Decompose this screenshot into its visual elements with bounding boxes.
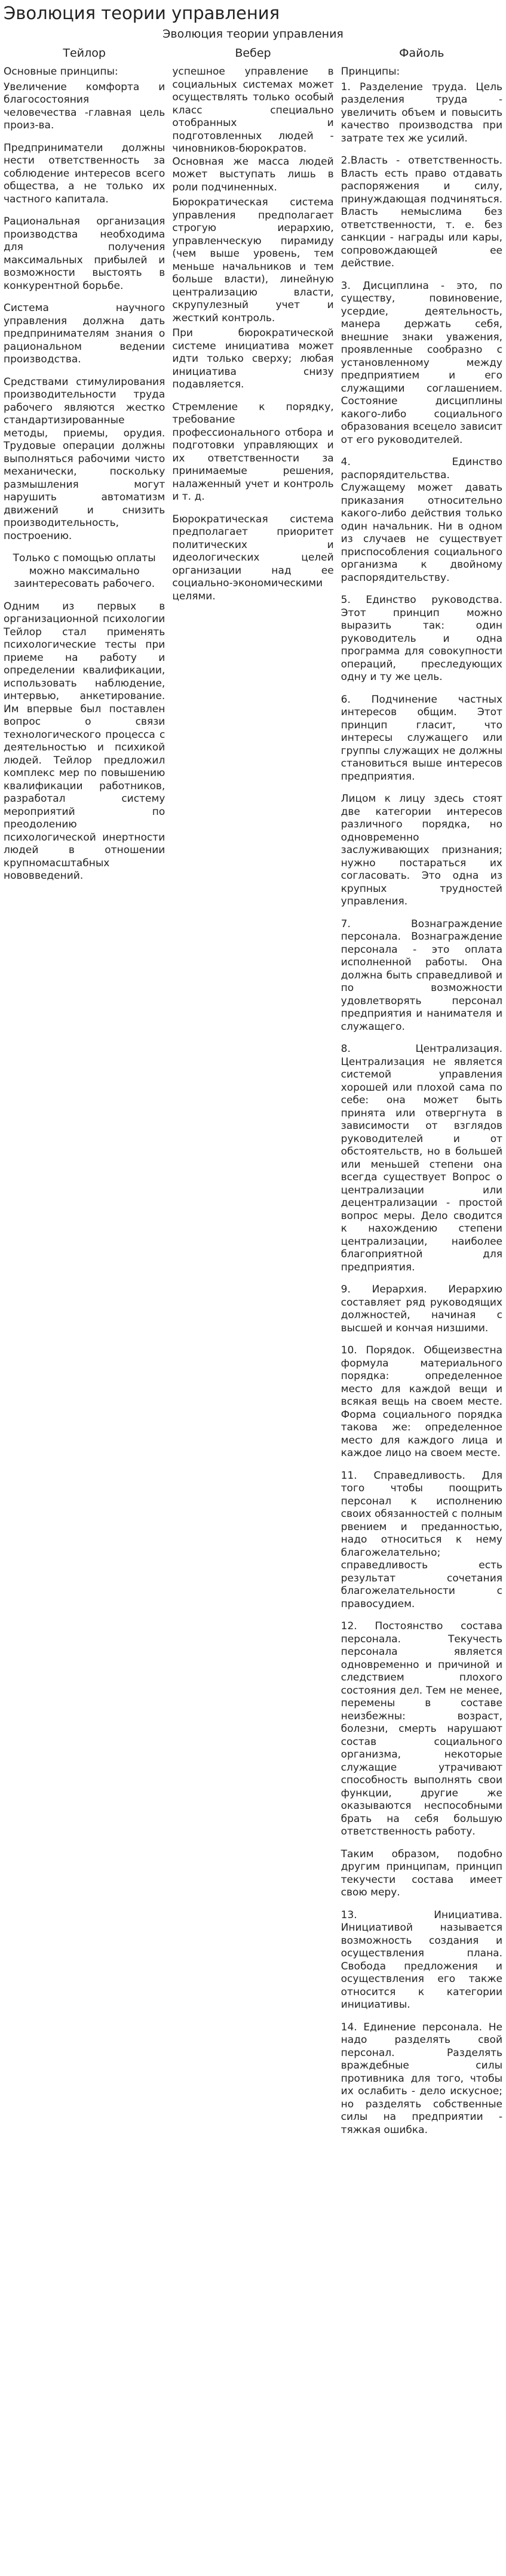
header-taylor: Тейлор: [63, 47, 106, 60]
theory-comparison-table: [0, 25, 506, 2146]
fayol-paragraph: 3. Дисциплина - это, по существу, повиновение, усердие, деятельность, манера держать себя, внешние знаки уважения, проявленные сообразно с установленному между предприятием и его служащими соглашением. Состояние дисциплины какого-либо социального образования всецело зависит от его руководителей.: [341, 279, 502, 446]
header-row: [0, 45, 506, 66]
fayol-paragraph: 9. Иерархия. Иерархию составляет ряд руководящих должностей, начиная с высшей и кончая низшими.: [341, 1284, 502, 1334]
fayol-paragraph: 11. Справедливость. Для того чтобы поощрить персонал к исполнению своих обязанностей с полным рвением и преданностью, надо относиться к нему благожелательно; справедливость есть результат сочетания благожелательности с правосудием.: [341, 1469, 502, 1610]
fayol-paragraph: 1. Разделение труда. Цель разделения труда - увеличить объем и повысить качество производства при затрате тех же усилий.: [341, 81, 502, 144]
fayol-paragraph: Принципы:: [341, 66, 400, 78]
fayol-paragraph: Лицом к лицу здесь стоят две категории интересов различного порядка, но одновременно заслуживающих признания; нужно постараться их согласовать. Это одна из крупных трудностей управления.: [341, 793, 502, 907]
header-weber: Вебер: [235, 47, 271, 60]
fayol-paragraph: 6. Подчинение частных интересов общим. Этот принцип гласит, что интересы служащего или группы служащих не должны становиться выше интересов предприятия.: [341, 693, 502, 783]
weber-paragraph: Бюрократическая система управления предполагает строгую иерархию, управленческую пирамиду (чем выше уровень, тем меньше начальников и тем больше власти), линейную централизацию власти, скрупулезный учет и жесткий контроль.: [172, 196, 334, 324]
page-title: Эволюция теории управления: [4, 3, 280, 23]
fayol-paragraph: 8. Централизация. Централизация не является системой управления хорошей или плохой сама по себе: она может быть принята или отвергнута в зависимости от взглядов руководителей и от обстоятельств, но в большей или меньшей степени она всегда существует Вопрос о централизации или децентрализации - простой вопрос меры. Дело сводится к нахождению степени централизации, наиболее благоприятной для предприятия.: [341, 1043, 502, 1273]
fayol-paragraph: 14. Единение персонала. Не надо разделять свой персонал. Разделять враждебные силы противника для того, чтобы их ослабить - дело искусное; но разделять собственные силы на предприятии - тяжкая ошибка.: [341, 2021, 502, 2136]
fayol-paragraph: 4. Единство распорядительства. Служащему может давать приказания относительно какого-либо действия только один начальник. Ни в одном из случаев не существует приспособления социального организма к двойному распорядительству.: [341, 456, 502, 584]
taylor-paragraph: Средствами стимулирования производительности труда рабочего являются жестко стандартизированные методы, приемы, орудия. Трудовые операции должны выполняться рабочими чисто механически, поскольку размышления могут нарушить автоматизм движений и снизить производительность, построению.: [4, 376, 165, 542]
table-caption: Эволюция теории управления: [162, 27, 344, 41]
taylor-column: [0, 66, 168, 2146]
fayol-paragraph: 13. Инициатива. Инициативой называется возможность создания и осуществления плана. Свобода предложения и осуществления его также относится к категории инициативы.: [341, 1909, 502, 2011]
fayol-paragraph: Таким образом, подобно другим принципам, принцип текучести состава имеет свою меру.: [341, 1848, 502, 1898]
taylor-paragraph: Система научного управления должна дать предпринимателям знания о рациональном ведении производства.: [4, 302, 165, 365]
content-row: [0, 66, 506, 2146]
weber-paragraph: успешное управление в социальных системах может осуществлять только особый класс специально отобранных и подготовленных людей - чиновников-бюрократов. Основная же масса людей может выступать лишь в роли подчиненных.: [172, 66, 334, 193]
taylor-paragraph: Только с помощью оплаты можно максимально заинтересовать рабочего.: [13, 552, 156, 590]
taylor-paragraph: Предприниматели должны нести ответственность за соблюдение интересов всего общества, а не только их частного капитала.: [4, 141, 165, 205]
fayol-paragraph: 2.Власть - ответственность. Власть есть право отдавать распоряжения и силу, принуждающая подчиняться. Власть немыслима без ответственности, т. е. без санкции - награды или кары, сопровождающей ее действие.: [341, 155, 502, 269]
taylor-paragraph: Одним из первых в организационной психологии Тейлор стал применять психологические тесты при приеме на работу и определении квалификации, использовать наблюдение, интервью, анкетирование. Им впервые был поставлен вопрос о связи технологического процесса с деятельностью и психикой людей. Тейлор предложил комплекс мер по повышению квалификации работников, разработал систему мероприятий по преодолению психологической инертности людей в отношении крупномасштабных нововведений.: [4, 600, 165, 882]
taylor-paragraph: Увеличение комфорта и благосостояния человечества -главная цель произ-ва.: [4, 81, 165, 131]
fayol-paragraph: 10. Порядок. Общеизвестна формула материального порядка: определенное место для каждой вещи и всякая вещь на своем месте. Форма социального порядка такова же: определенное место для каждого лица и каждое лицо на своем месте.: [341, 1344, 502, 1459]
header-fayol: Файоль: [399, 47, 444, 60]
fayol-paragraph: 12. Постоянство состава персонала. Текучесть персонала является одновременно и причиной и следствием плохого состояния дел. Тем не менее, перемены в составе неизбежны: возраст, болезни, смерть нарушают состав социального организма, некоторые служащие утрачивают способность выполнять свои функции, другие же оказываются неспособными брать на себя большую ответственность работу.: [341, 1620, 502, 1838]
weber-paragraph: При бюрократической системе инициатива может идти только сверху; любая инициатива снизу подавляется.: [172, 327, 334, 390]
weber-column: [168, 66, 337, 2146]
weber-paragraph: Стремление к порядку, требование профессионального отбора и подготовки управляющих и их ответственности за принимаемые решения, налаженный учет и контроль и т. д.: [172, 401, 334, 503]
fayol-paragraph: 5. Единство руководства. Этот принцип можно выразить так: один руководитель и одна программа для совокупности операций, преследующих одну и ту же цель.: [341, 594, 502, 683]
weber-paragraph: Бюрократическая система предполагает приоритет политических и идеологических целей организации над ее социально-экономическими целями.: [172, 513, 334, 602]
fayol-paragraph: 7. Вознаграждение персонала. Вознаграждение персонала - это оплата исполненной работы. Она должна быть справедливой и по возможности удовлетворять персонал предприятия и нанимателя и служащего.: [341, 918, 502, 1033]
fayol-column: [338, 66, 506, 2146]
taylor-paragraph: Основные принципы:: [4, 66, 118, 78]
taylor-paragraph: Рациональная организация производства необходима для получения максимальных прибылей и возможности выстоять в конкурентной борьбе.: [4, 216, 165, 292]
